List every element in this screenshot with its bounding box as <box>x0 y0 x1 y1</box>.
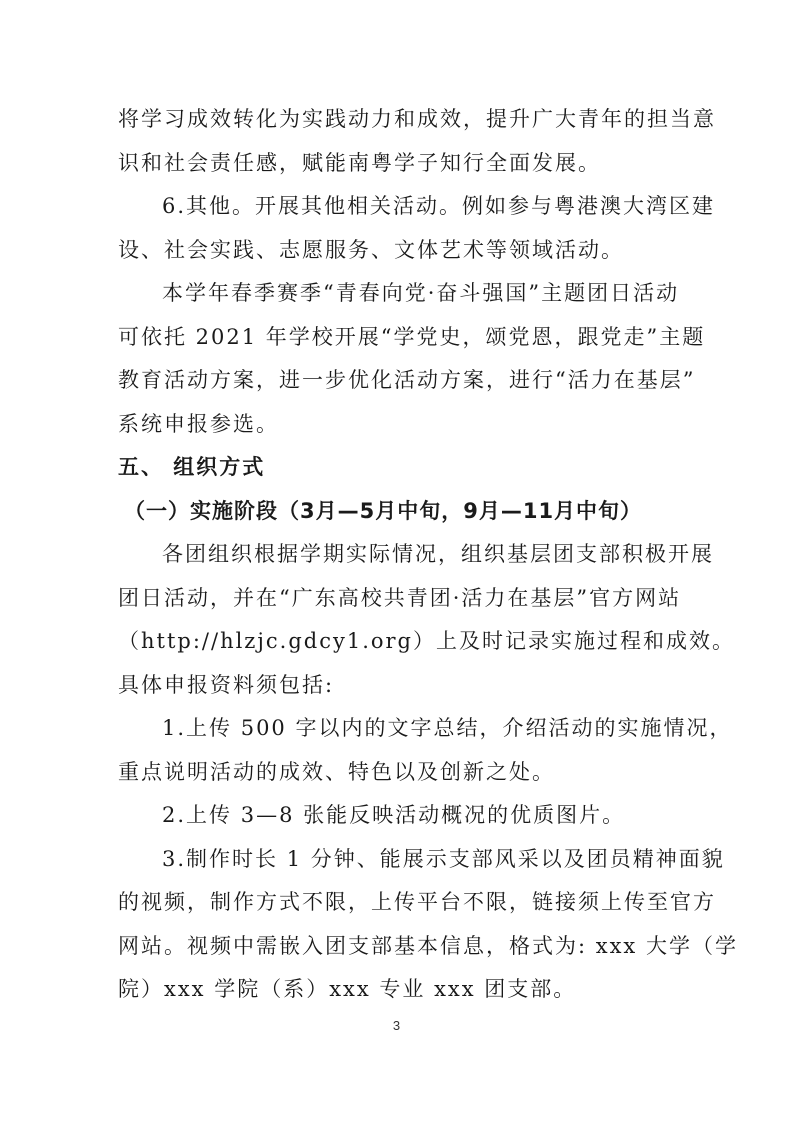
page-number: 3 <box>392 1018 401 1033</box>
item-1-line-2: 重点说明活动的成效、特色以及创新之处。 <box>118 759 555 784</box>
paragraph-spring-line-3: 教育活动方案，进一步优化活动方案，进行“活力在基层” <box>118 368 696 392</box>
item-3-line-2: 的视频，制作方式不限，上传平台不限，链接须上传至官方 <box>118 890 716 914</box>
subsection-heading-1: （一）实施阶段（3月—5月中旬，9月—11月中旬） <box>124 498 643 523</box>
paragraph-org-line-1: 各团组织根据学期实际情况，组织基层团支部积极开展 <box>162 542 714 566</box>
item-3-line-3: 网站。视频中需嵌入团支部基本信息，格式为: xxx 大学（学 <box>118 933 738 958</box>
body-line-1: 将学习成效转化为实践动力和成效，提升广大青年的担当意 <box>118 107 716 131</box>
paragraph-org-line-3: （http://hlzjc.gdcy1.org）上及时记录实施过程和成效。 <box>118 629 735 653</box>
item-6-line-2: 设、社会实践、志愿服务、文体艺术等领域活动。 <box>118 237 624 262</box>
paragraph-spring-line-1: 本学年春季赛季“青春向党·奋斗强国”主题团日活动 <box>162 281 680 305</box>
item-3-line-1: 3.制作时长 1 分钟、能展示支部风采以及团员精神面貌 <box>162 846 725 871</box>
paragraph-org-line-2: 团日活动，并在“广东高校共青团·活力在基层”官方网站 <box>118 585 682 610</box>
item-2-line-1: 2.上传 3—8 张能反映活动概况的优质图片。 <box>162 803 626 827</box>
paragraph-spring-line-4: 系统申报参选。 <box>118 411 279 436</box>
paragraph-spring-line-2: 可依托 2021 年学校开展“学党史，颂党恩，跟党走”主题 <box>118 324 706 349</box>
item-6-line-1: 6.其他。开展其他相关活动。例如参与粤港澳大湾区建 <box>162 194 716 218</box>
item-1-line-1: 1.上传 500 字以内的文字总结，介绍活动的实施情况， <box>162 716 733 740</box>
body-line-2: 识和社会责任感，赋能南粤学子知行全面发展。 <box>118 150 601 175</box>
section-heading-5: 五、 组织方式 <box>118 455 266 479</box>
paragraph-org-line-4: 具体申报资料须包括: <box>118 672 335 697</box>
item-3-line-4: 院）xxx 学院（系）xxx 专业 xxx 团支部。 <box>118 977 577 1001</box>
